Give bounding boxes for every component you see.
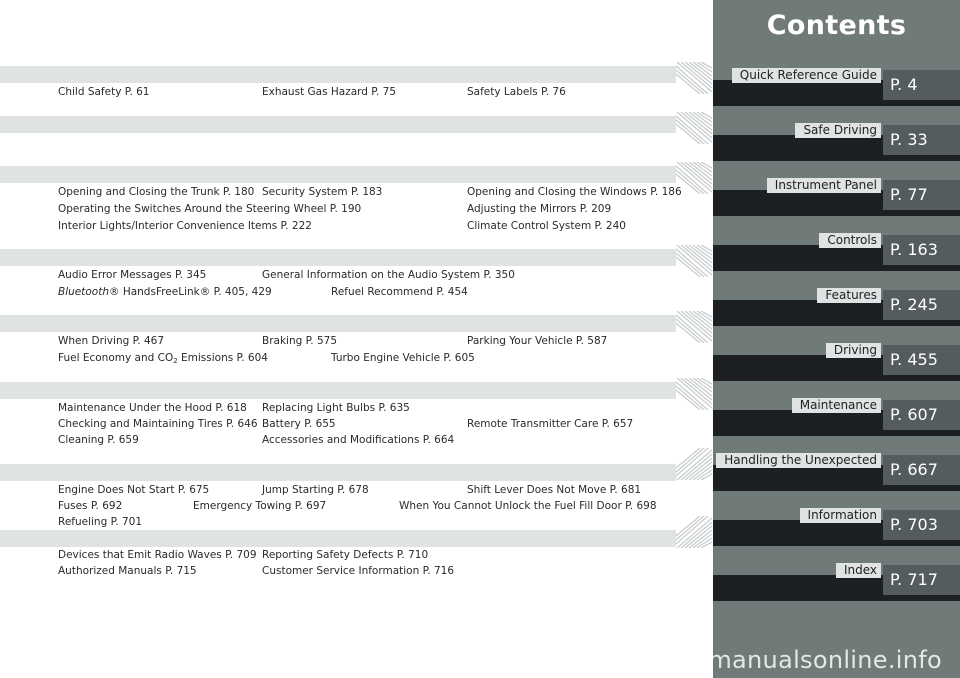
toc-entry[interactable]: Cleaning P. 659 [58, 434, 139, 446]
nav-item-maintenance[interactable] [713, 394, 960, 436]
toc-entry[interactable]: Jump Starting P. 678 [262, 484, 369, 496]
sidebar-title: Contents [766, 10, 907, 41]
nav-item-label: Driving [826, 343, 881, 358]
toc-entry-fuel-economy[interactable] [58, 352, 268, 365]
toc-entry[interactable]: Turbo Engine Vehicle P. 605 [331, 352, 475, 364]
nav-item-page: P. 33 [883, 125, 960, 155]
stripe-decoration [676, 516, 712, 548]
stripe-decoration [676, 112, 712, 144]
co2-subscript: 2 [173, 357, 178, 365]
nav-item-handling-the-unexpected[interactable] [713, 449, 960, 491]
section-band [0, 249, 676, 266]
toc-entry[interactable]: Remote Transmitter Care P. 657 [467, 418, 634, 430]
nav-item-page: P. 607 [883, 400, 960, 430]
contents-sidebar [713, 0, 960, 678]
toc-entry[interactable]: Exhaust Gas Hazard P. 75 [262, 86, 397, 98]
nav-item-controls[interactable] [713, 229, 960, 271]
nav-item-label: Controls [819, 233, 881, 248]
nav-item-page: P. 455 [883, 345, 960, 375]
toc-entry-handsfreelink[interactable] [58, 286, 272, 299]
nav-item-information[interactable] [713, 504, 960, 546]
section-band [0, 530, 676, 547]
nav-item-label: Handling the Unexpected [716, 453, 881, 468]
toc-entry[interactable]: Operating the Switches Around the Steering Wheel P. 190 [58, 203, 362, 215]
stripe-decoration [676, 378, 712, 410]
toc-entry[interactable]: Security System P. 183 [262, 186, 383, 198]
nav-item-page: P. 245 [883, 290, 960, 320]
toc-entry[interactable]: When Driving P. 467 [58, 335, 165, 347]
toc-entry[interactable]: Opening and Closing the Trunk P. 180 [58, 186, 255, 198]
section-band [0, 382, 676, 399]
toc-entry[interactable]: General Information on the Audio System P. 350 [262, 269, 515, 281]
toc-entry[interactable]: Authorized Manuals P. 715 [58, 565, 197, 577]
stripe-decoration [676, 311, 712, 343]
fuel-economy-text: Fuel Economy and CO [58, 352, 174, 364]
nav-item-instrument-panel[interactable] [713, 174, 960, 216]
stripe-decoration [676, 62, 712, 94]
nav-item-page: P. 667 [883, 455, 960, 485]
toc-entry[interactable]: Refueling P. 701 [58, 516, 142, 528]
nav-item-quick-reference-guide[interactable] [713, 64, 960, 106]
toc-entry[interactable]: Climate Control System P. 240 [467, 220, 626, 232]
toc-entry[interactable]: Audio Error Messages P. 345 [58, 269, 207, 281]
toc-entry[interactable]: Maintenance Under the Hood P. 618 [58, 402, 247, 414]
nav-item-index[interactable] [713, 559, 960, 601]
nav-item-page: P. 703 [883, 510, 960, 540]
toc-entry[interactable]: Opening and Closing the Windows P. 186 [467, 186, 682, 198]
toc-entry[interactable]: Customer Service Information P. 716 [262, 565, 455, 577]
toc-entry[interactable]: Engine Does Not Start P. 675 [58, 484, 210, 496]
bluetooth-brand: Bluetooth [58, 286, 109, 298]
stripe-decoration [676, 245, 712, 277]
watermark: carmanualsonline.info [670, 646, 942, 674]
toc-entry[interactable]: Devices that Emit Radio Waves P. 709 [58, 549, 257, 561]
toc-entry[interactable]: Shift Lever Does Not Move P. 681 [467, 484, 642, 496]
toc-entry[interactable]: Interior Lights/Interior Convenience Items P. 222 [58, 220, 312, 232]
handsfreelink-text: ® HandsFreeLink® P. 405, 429 [108, 286, 272, 298]
section-band [0, 116, 676, 133]
nav-item-label: Features [817, 288, 881, 303]
toc-entry[interactable]: Fuses P. 692 [58, 500, 123, 512]
nav-item-page: P. 77 [883, 180, 960, 210]
nav-item-page: P. 163 [883, 235, 960, 265]
nav-item-driving[interactable] [713, 339, 960, 381]
toc-entry[interactable]: Accessories and Modifications P. 664 [262, 434, 455, 446]
toc-entry[interactable]: Checking and Maintaining Tires P. 646 [58, 418, 258, 430]
nav-item-label: Index [836, 563, 881, 578]
section-band [0, 315, 676, 332]
nav-item-page: P. 717 [883, 565, 960, 595]
nav-item-label: Safe Driving [795, 123, 881, 138]
toc-entry[interactable]: Adjusting the Mirrors P. 209 [467, 203, 612, 215]
toc-entry[interactable]: Replacing Light Bulbs P. 635 [262, 402, 410, 414]
toc-entry[interactable]: When You Cannot Unlock the Fuel Fill Door P. 698 [399, 500, 657, 512]
nav-item-features[interactable] [713, 284, 960, 326]
toc-entry[interactable]: Emergency Towing P. 697 [193, 500, 327, 512]
nav-item-label: Maintenance [792, 398, 881, 413]
nav-item-label: Quick Reference Guide [732, 68, 881, 83]
nav-item-safe-driving[interactable] [713, 119, 960, 161]
section-band [0, 66, 676, 83]
toc-entry[interactable]: Braking P. 575 [262, 335, 338, 347]
nav-item-label: Instrument Panel [767, 178, 881, 193]
toc-entry[interactable]: Parking Your Vehicle P. 587 [467, 335, 608, 347]
stripe-decoration [676, 448, 712, 480]
toc-entry[interactable]: Child Safety P. 61 [58, 86, 150, 98]
nav-item-page: P. 4 [883, 70, 960, 100]
toc-entry[interactable]: Reporting Safety Defects P. 710 [262, 549, 429, 561]
fuel-economy-text-end: Emissions P. 604 [177, 352, 268, 364]
section-band [0, 464, 676, 481]
toc-entry[interactable]: Safety Labels P. 76 [467, 86, 566, 98]
nav-item-label: Information [800, 508, 881, 523]
section-band [0, 166, 676, 183]
toc-entry[interactable]: Refuel Recommend P. 454 [331, 286, 468, 298]
toc-entry[interactable]: Battery P. 655 [262, 418, 336, 430]
